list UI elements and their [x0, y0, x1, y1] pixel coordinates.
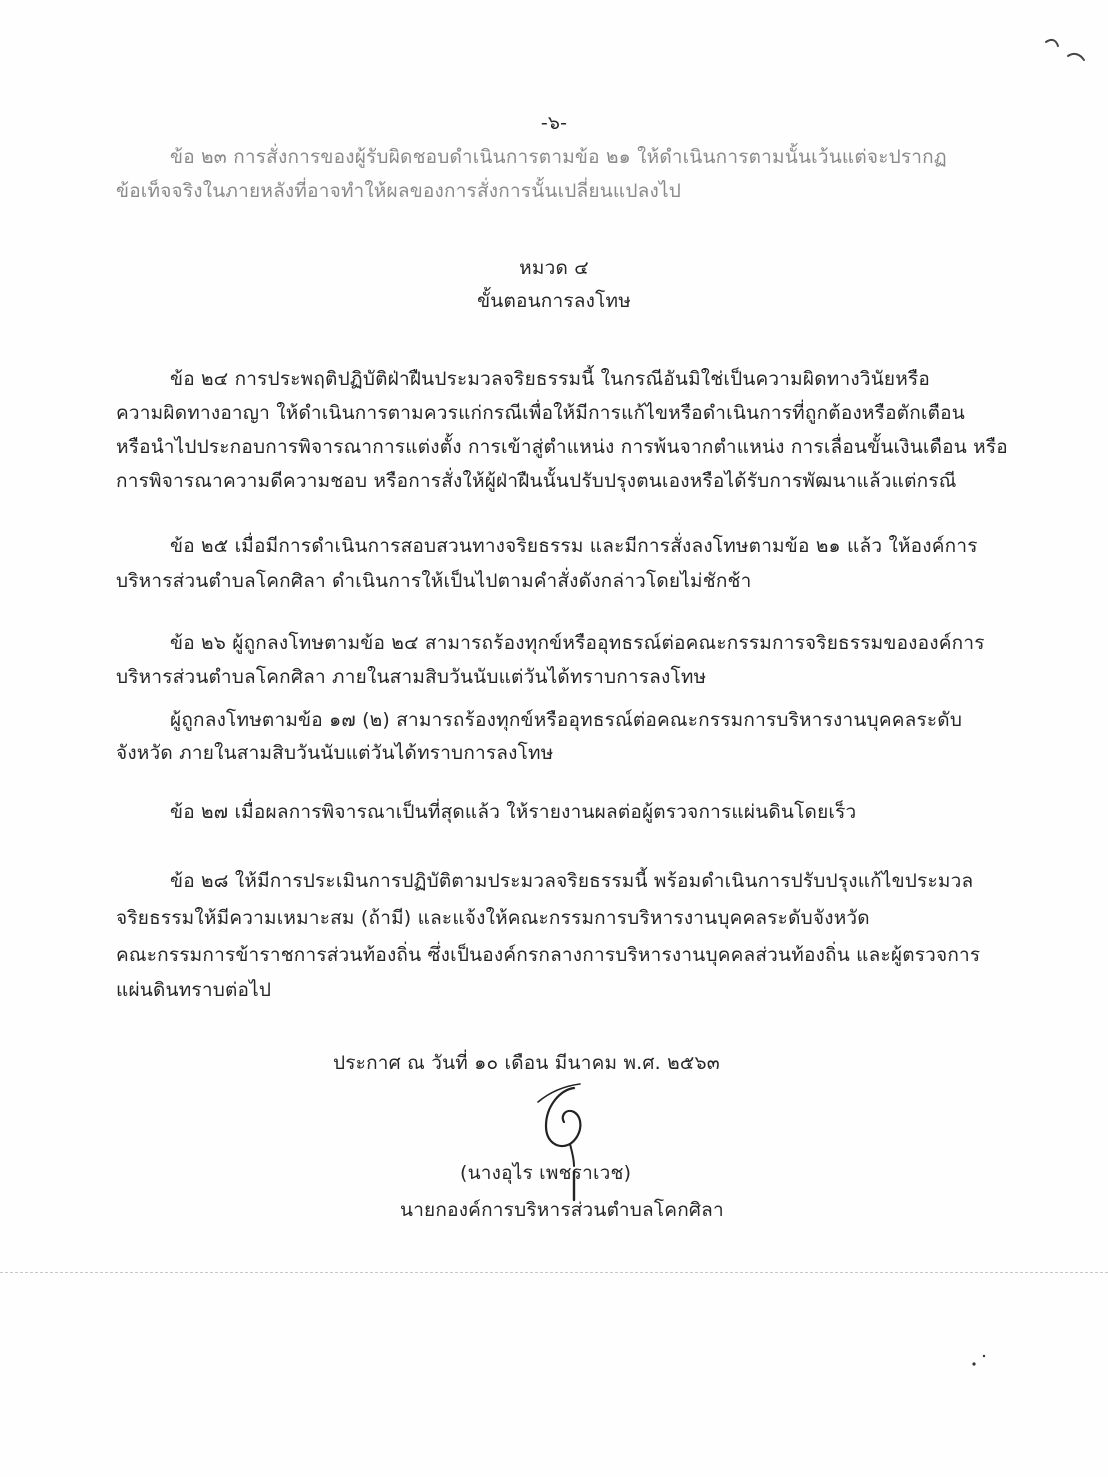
corner-pen-mark: [1040, 34, 1090, 70]
article-28-line-2: จริยธรรมให้มีความเหมาะสม (ถ้ามี) และแจ้งให้คณะกรรมการบริหารงานบุคคลระดับจังหวัด: [116, 907, 870, 929]
scan-speck: [970, 1350, 990, 1370]
signatory-position: นายกองค์การบริหารส่วนตำบลโคกศิลา: [400, 1199, 724, 1221]
article-24-line-2: ความผิดทางอาญา ให้ดำเนินการตามควรแก่กรณีเพื่อให้มีการแก้ไขหรือดำเนินการที่ถูกต้องหรือตักเตือน: [116, 402, 965, 424]
page-number: -๖-: [540, 112, 568, 134]
article-27-line-1: ข้อ ๒๗ เมื่อผลการพิจารณาเป็นที่สุดแล้ว ให้รายงานผลต่อผู้ตรวจการแผ่นดินโดยเร็ว: [170, 801, 857, 823]
article-25-line-1: ข้อ ๒๕ เมื่อมีการดำเนินการสอบสวนทางจริยธรรม และมีการสั่งลงโทษตามข้อ ๒๑ แล้ว ให้องค์การ: [170, 535, 978, 557]
handwritten-signature: [530, 1078, 600, 1208]
article-28-line-4: แผ่นดินทราบต่อไป: [116, 979, 272, 1001]
article-26-line-3: ผู้ถูกลงโทษตามข้อ ๑๗ (๒) สามารถร้องทุกข์หรืออุทธรณ์ต่อคณะกรรมการบริหารงานบุคคลระดับ: [170, 709, 963, 731]
signatory-name: (นางอุไร เพชราเวช): [460, 1162, 632, 1184]
scan-edge-line: [0, 1272, 1108, 1273]
chapter-title: ขั้นตอนการลงโทษ: [477, 290, 631, 312]
article-28-line-3: คณะกรรมการข้าราชการส่วนท้องถิ่น ซึ่งเป็นองค์กรกลางการบริหารงานบุคคลส่วนท้องถิ่น และผู้ตรวจการ: [116, 944, 981, 966]
article-24-line-3: หรือนำไปประกอบการพิจารณาการแต่งตั้ง การเข้าสู่ตำแหน่ง การพ้นจากตำแหน่ง การเลื่อนขั้นเงินเดือน หรือ: [116, 436, 1008, 458]
article-25-line-2: บริหารส่วนตำบลโคกศิลา ดำเนินการให้เป็นไปตามคำสั่งดังกล่าวโดยไม่ชักช้า: [116, 570, 752, 592]
article-28-line-1: ข้อ ๒๘ ให้มีการประเมินการปฏิบัติตามประมวลจริยธรรมนี้ พร้อมดำเนินการปรับปรุงแก้ไขประมวล: [170, 870, 974, 892]
chapter-number: หมวด ๔: [519, 257, 589, 279]
article-26-line-4: จังหวัด ภายในสามสิบวันนับแต่วันได้ทราบการลงโทษ: [116, 742, 554, 764]
announcement-date: ประกาศ ณ วันที่ ๑๐ เดือน มีนาคม พ.ศ. ๒๕๖๓: [333, 1052, 720, 1074]
article-23-line-2: ข้อเท็จจริงในภายหลังที่อาจทำให้ผลของการสั่งการนั้นเปลี่ยนแปลงไป: [116, 180, 681, 202]
article-26-line-1: ข้อ ๒๖ ผู้ถูกลงโทษตามข้อ ๒๔ สามารถร้องทุกข์หรืออุทธรณ์ต่อคณะกรรมการจริยธรรมขององค์การ: [170, 632, 985, 654]
article-23-line-1: ข้อ ๒๓ การสั่งการของผู้รับผิดชอบดำเนินการตามข้อ ๒๑ ให้ดำเนินการตามนั้นเว้นแต่จะปรากฏ: [170, 146, 947, 168]
article-26-line-2: บริหารส่วนตำบลโคกศิลา ภายในสามสิบวันนับแต่วันได้ทราบการลงโทษ: [116, 666, 707, 688]
article-24-line-4: การพิจารณาความดีความชอบ หรือการสั่งให้ผู้ฝ่าฝืนนั้นปรับปรุงตนเองหรือได้รับการพัฒนาแล้วแต่กรณี: [116, 470, 957, 492]
article-24-line-1: ข้อ ๒๔ การประพฤติปฏิบัติฝ่าฝืนประมวลจริยธรรมนี้ ในกรณีอันมิใช่เป็นความผิดทางวินัยหรือ: [170, 368, 930, 390]
